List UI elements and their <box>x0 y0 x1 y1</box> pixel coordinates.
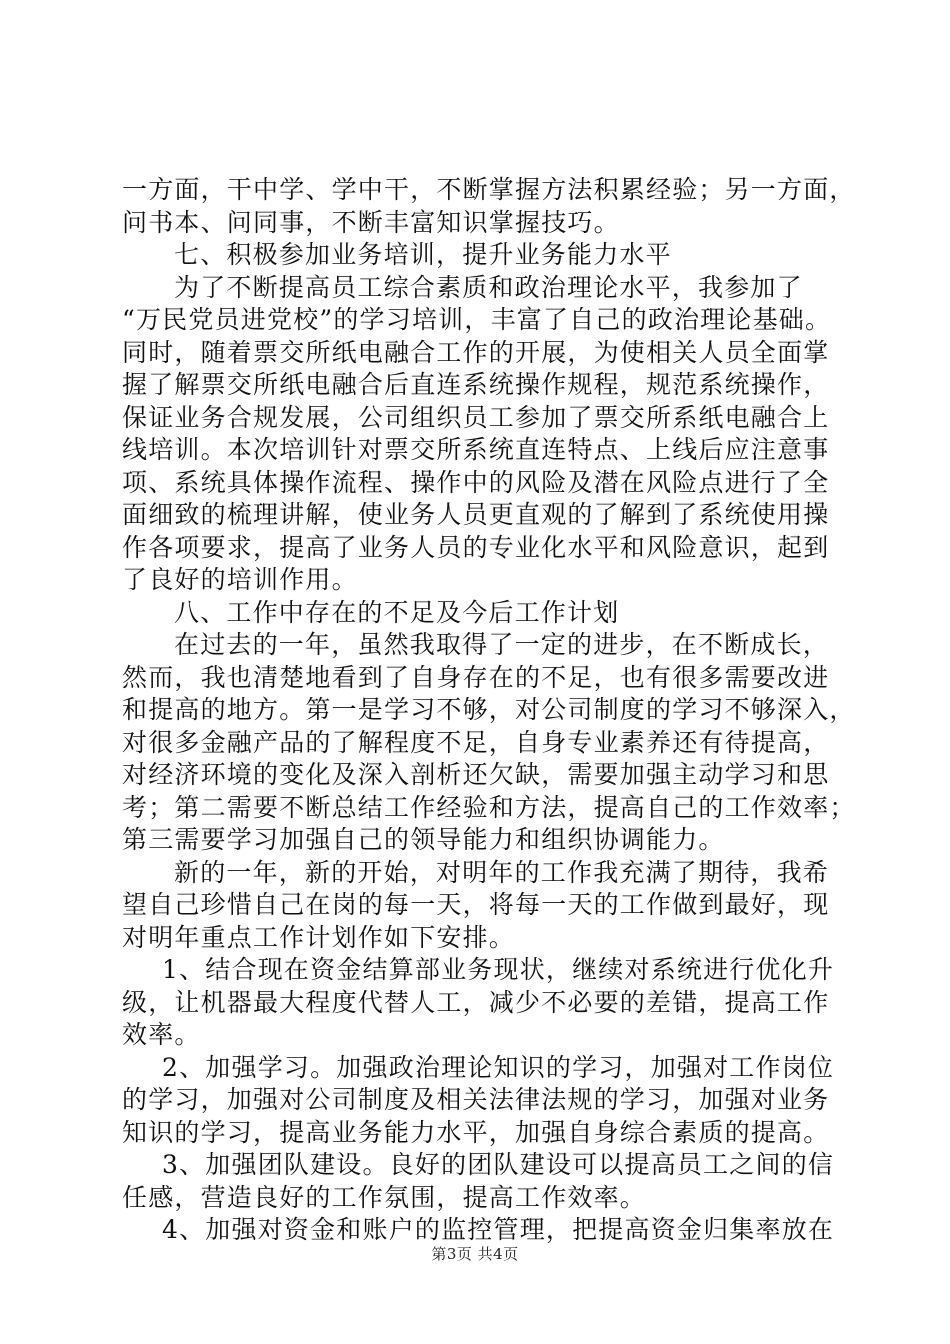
text-line: 了良好的培训作用。 <box>122 565 358 594</box>
text-line: 对明年重点工作计划作如下安排。 <box>122 922 516 952</box>
text-line: 线培训。本次培训针对票交所系统直连特点、上线后应注意事 <box>122 435 830 464</box>
text-line: 面细致的梳理讲解，使业务人员更直观的了解到了系统使用操 <box>122 500 830 529</box>
text-line: 级，让机器最大程度代替人工，减少不必要的差错，提高工作 <box>122 987 830 1017</box>
page-number-footer: 第3页 共4页 <box>431 1245 519 1263</box>
text-line: 知识的学习，提高业务能力水平，加强自身综合素质的提高。 <box>122 1117 830 1147</box>
text-line: 然而，我也清楚地看到了自身存在的不足，也有很多需要改进 <box>122 662 830 692</box>
text-line: 和提高的地方。第一是学习不够，对公司制度的学习不够深入， <box>122 695 856 724</box>
text-line: 对经济环境的变化及深入剖析还欠缺，需要加强主动学习和思 <box>122 760 830 789</box>
list-item-4: 4、加强对资金和账户的监控管理，把提高资金归集率放在 <box>162 1215 835 1244</box>
text-line: 望自己珍惜自己在岗的每一天，将每一天的工作做到最好，现 <box>122 890 830 919</box>
text-line: 的学习，加强对公司制度及相关法律法规的学习，加强对业务 <box>122 1085 830 1114</box>
list-item-2: 2、加强学习。加强政治理论知识的学习，加强对工作岗位 <box>162 1052 835 1082</box>
paragraph-start: 新的一年，新的开始，对明年的工作我充满了期待，我希 <box>174 857 830 887</box>
section-heading-7: 七、积极参加业务培训，提升业务能力水平 <box>174 240 672 269</box>
text-line: 握了解票交所纸电融合后直连系统操作规程，规范系统操作， <box>122 370 830 399</box>
list-item-1: 1、结合现在资金结算部业务现状，继续对系统进行优化升 <box>162 955 835 984</box>
text-line: 效率。 <box>122 1020 201 1049</box>
text-line: 一方面，干中学、学中干，不断掌握方法积累经验；另一方面， <box>122 175 856 204</box>
text-line: 考；第二需要不断总结工作经验和方法，提高自己的工作效率； <box>122 792 856 822</box>
text-line: “万民党员进党校”的学习培训，丰富了自己的政治理论基础。 <box>122 305 832 334</box>
section-heading-8: 八、工作中存在的不足及今后工作计划 <box>174 597 620 627</box>
text-line: 任感，营造良好的工作氛围，提高工作效率。 <box>122 1182 647 1212</box>
text-line: 作各项要求，提高了业务人员的专业化水平和风险意识，起到 <box>122 532 830 562</box>
list-item-3: 3、加强团队建设。良好的团队建设可以提高员工之间的信 <box>162 1150 835 1179</box>
paragraph-start: 在过去的一年，虽然我取得了一定的进步，在不断成长， <box>174 630 830 659</box>
text-line: 同时，随着票交所纸电融合工作的开展，为使相关人员全面掌 <box>122 337 830 367</box>
text-line: 保证业务合规发展，公司组织员工参加了票交所系纸电融合上 <box>122 402 830 432</box>
text-line: 第三需要学习加强自己的领导能力和组织协调能力。 <box>122 825 725 854</box>
text-line: 对很多金融产品的了解程度不足，自身专业素养还有待提高， <box>122 727 830 757</box>
paragraph-start: 为了不断提高员工综合素质和政治理论水平，我参加了 <box>174 272 803 302</box>
text-line: 问书本、问同事，不断丰富知识掌握技巧。 <box>122 207 620 237</box>
text-line: 项、系统具体操作流程、操作中的风险及潜在风险点进行了全 <box>122 467 830 497</box>
document-body <box>122 174 856 1247</box>
